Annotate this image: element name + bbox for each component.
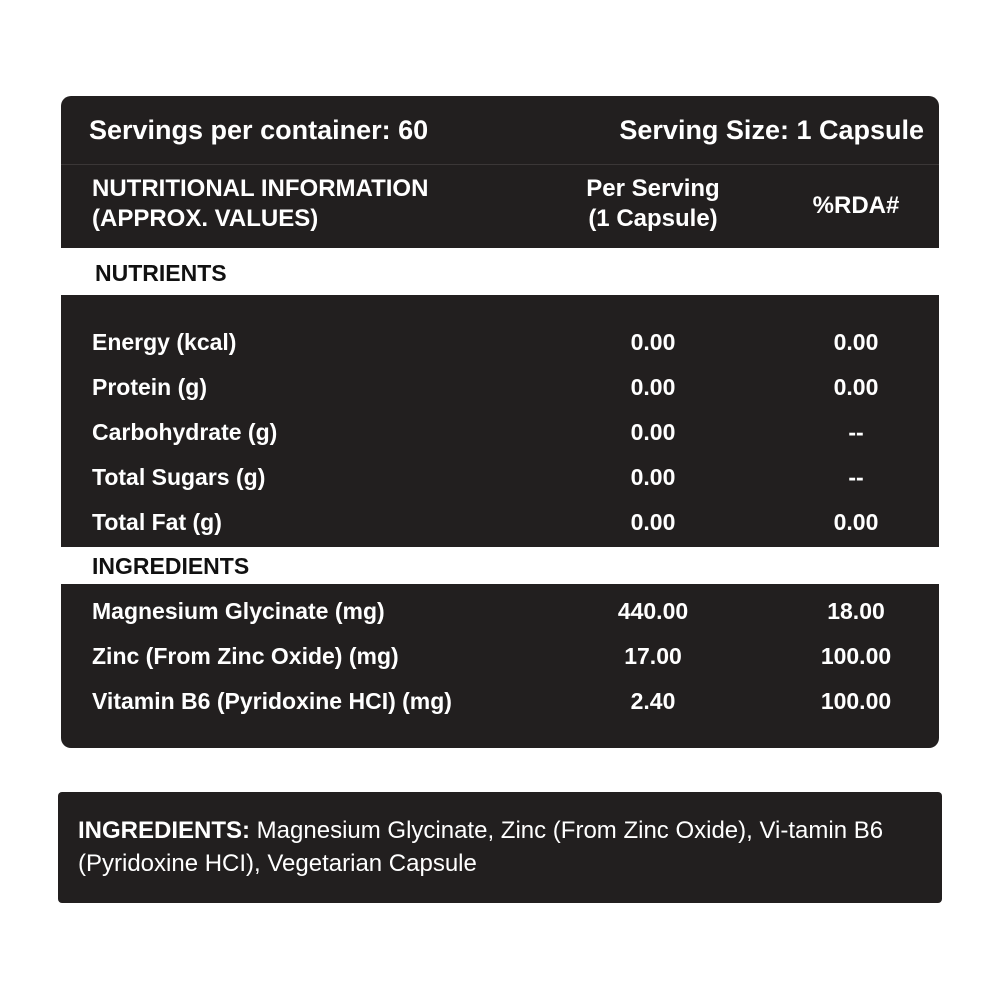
ingredients-statement-list: Magnesium Glycinate, Zinc (From Zinc Oxide), Vi-tamin B6 (Pyridoxine HCI), Vegetarian Capsule xyxy=(78,817,884,877)
table-row xyxy=(61,688,939,728)
ingredient-name: Zinc (From Zinc Oxide) (mg) xyxy=(92,643,399,669)
table-header-row xyxy=(61,96,939,165)
column-header-per-serving-line2: (1 Capsule) xyxy=(588,205,718,232)
column-header-per-serving-line1: Per Serving xyxy=(586,175,720,202)
nutrient-rda: -- xyxy=(848,464,864,490)
ingredient-rda: 100.00 xyxy=(820,688,892,714)
nutrient-per-serving: 0.00 xyxy=(630,329,676,355)
nutrients-section-band xyxy=(61,248,939,295)
nutrient-per-serving: 0.00 xyxy=(630,419,676,445)
ingredients-section-label: INGREDIENTS xyxy=(92,553,250,579)
nutrient-name: Carbohydrate (g) xyxy=(92,419,278,445)
nutrient-name: Total Fat (g) xyxy=(92,509,222,535)
ingredient-rda: 18.00 xyxy=(827,598,885,624)
nutrients-section-label: NUTRIENTS xyxy=(95,260,227,286)
column-header-per-serving xyxy=(558,174,748,234)
ingredient-per-serving: 440.00 xyxy=(617,598,689,624)
ingredient-per-serving: 2.40 xyxy=(630,688,676,714)
nutrient-name: Total Sugars (g) xyxy=(92,464,266,490)
nutrient-rda: 0.00 xyxy=(833,329,879,355)
nutrient-per-serving: 0.00 xyxy=(630,374,676,400)
serving-size: Serving Size: 1 Capsule xyxy=(619,115,924,145)
ingredients-statement-text xyxy=(78,814,928,880)
nutrient-per-serving: 0.00 xyxy=(630,464,676,490)
ingredient-per-serving: 17.00 xyxy=(624,643,682,669)
column-header-nutritional-info-line1: NUTRITIONAL INFORMATION xyxy=(92,175,429,202)
table-row xyxy=(61,374,939,414)
table-row xyxy=(61,419,939,459)
servings-per-container: Servings per container: 60 xyxy=(89,115,429,145)
column-header-nutritional-info xyxy=(92,174,428,234)
ingredient-name: Vitamin B6 (Pyridoxine HCI) (mg) xyxy=(92,688,452,714)
table-row xyxy=(61,643,939,683)
ingredients-section-band xyxy=(61,547,939,584)
nutrient-name: Protein (g) xyxy=(92,374,207,400)
nutrition-table xyxy=(61,96,939,748)
nutrient-rda: 0.00 xyxy=(833,374,879,400)
nutrient-per-serving: 0.00 xyxy=(630,509,676,535)
table-row xyxy=(61,598,939,638)
table-row xyxy=(61,509,939,549)
ingredients-statement-label: INGREDIENTS: xyxy=(78,817,251,844)
ingredients-statement xyxy=(58,792,942,903)
column-header-nutritional-info-line2: (APPROX. VALUES) xyxy=(92,205,319,232)
nutrient-rda: 0.00 xyxy=(833,509,879,535)
nutrient-rda: -- xyxy=(848,419,864,445)
table-row xyxy=(61,464,939,504)
nutrient-name: Energy (kcal) xyxy=(92,329,237,355)
column-header-rda: %RDA# xyxy=(812,192,900,219)
ingredient-name: Magnesium Glycinate (mg) xyxy=(92,598,385,624)
ingredient-rda: 100.00 xyxy=(820,643,892,669)
table-row xyxy=(61,329,939,369)
